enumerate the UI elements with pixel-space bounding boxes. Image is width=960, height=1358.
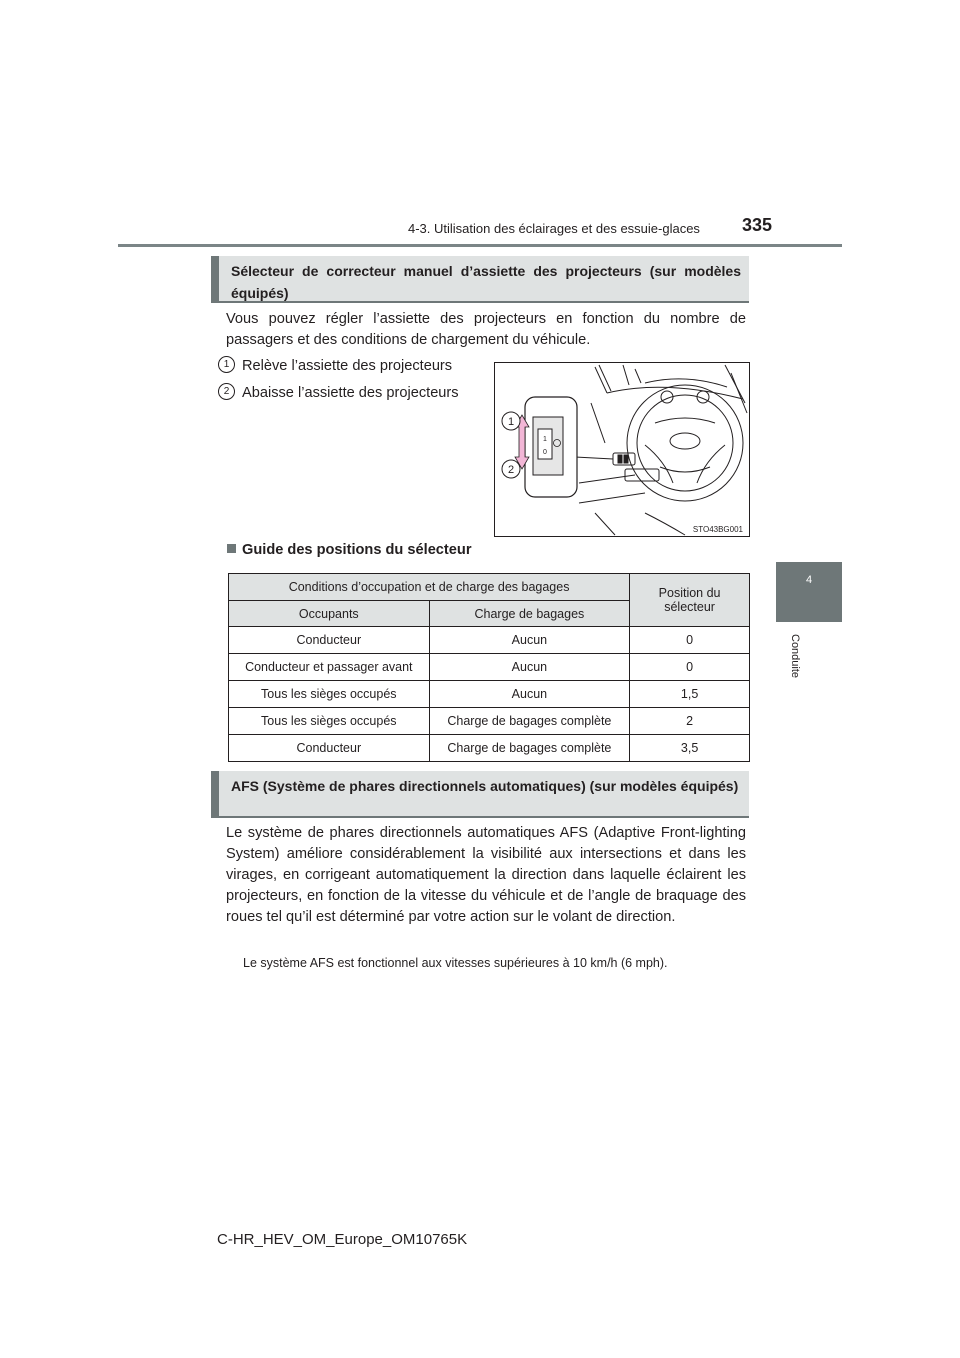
leveling-intro: Vous pouvez régler l’assiette des projecteurs en fonction du nombre de passagers et des conditions de chargement du véhicule. [226, 311, 746, 348]
item-text-1: Relève l’assiette des projecteurs [242, 358, 453, 374]
section-heading-leveling: Sélecteur de correcteur manuel d’assiette des projecteurs (sur modèles équipés) [211, 256, 749, 303]
table-row [229, 627, 750, 654]
table-cell: 1,5 [630, 681, 750, 708]
table-position-header: Position du sélecteur [630, 574, 750, 627]
table-cell: Conducteur et passager avant [229, 654, 430, 681]
switch-mark-down: 0 [543, 449, 547, 456]
chapter-label-text: Conduite [789, 634, 801, 679]
table-row [229, 735, 750, 762]
table-cell: Charge de bagages complète [429, 735, 630, 762]
square-bullet-icon [227, 544, 236, 553]
dashboard-illustration [494, 362, 750, 537]
switch-mark-up: 1 [543, 436, 547, 443]
table-cell: 0 [630, 627, 750, 654]
table-cell: 0 [630, 654, 750, 681]
table-cell: Charge de bagages complète [429, 708, 630, 735]
running-header-title: 4-3. Utilisation des éclairages et des essuie-glaces [408, 221, 700, 236]
callout-1: 1 [507, 416, 515, 428]
table-row [229, 681, 750, 708]
afs-note: Le système AFS est fonctionnel aux vitesses supérieures à 10 km/h (6 mph). [243, 956, 668, 970]
guide-heading [227, 542, 472, 558]
table-cell: 3,5 [630, 735, 750, 762]
table-row [229, 654, 750, 681]
table-cell: 2 [630, 708, 750, 735]
guide-heading-text: Guide des positions du sélecteur [242, 542, 472, 558]
item-number-2: 2 [218, 383, 235, 400]
dashboard-drawing [495, 363, 749, 536]
table-cell: Tous les sièges occupés [229, 708, 430, 735]
item-text-2: Abaisse l’assiette des projecteurs [242, 385, 459, 401]
table-cell: Tous les sièges occupés [229, 681, 430, 708]
table-header-row [229, 574, 750, 601]
header-rule [118, 244, 842, 247]
page-number: 335 [742, 215, 773, 235]
table-cell: Conducteur [229, 735, 430, 762]
selector-position-table [228, 573, 750, 762]
section-heading-afs: AFS (Système de phares directionnels automatiques) (sur modèles équipés) [211, 771, 749, 818]
item-number-1: 1 [218, 356, 235, 373]
chapter-label [773, 630, 817, 680]
afs-body: Le système de phares directionnels automatiques AFS (Adaptive Front-lighting System) améliore considérablement la visibilité aux intersections et dans les virages, en corrigeant automatiquement la direction dans laquelle éclairent les projecteurs, en fonction de la vitesse du véhicule et de l’angle de braquage des roues tel qu’il est déterminé par votre action sur le volant de direction. [226, 825, 746, 925]
table-group-header: Conditions d’occupation et de charge des bagages [229, 574, 630, 601]
table-cell: Aucun [429, 681, 630, 708]
table-cell: Conducteur [229, 627, 430, 654]
figure-code: STO43BG001 [692, 525, 743, 534]
table-cell: Aucun [429, 654, 630, 681]
table-row [229, 708, 750, 735]
table-subheader-occupants: Occupants [229, 601, 430, 627]
chapter-number: 4 [805, 574, 813, 586]
chapter-tab [776, 562, 842, 622]
table-subheader-luggage: Charge de bagages [429, 601, 630, 627]
table-cell: Aucun [429, 627, 630, 654]
callout-2: 2 [507, 464, 515, 476]
document-id: C-HR_HEV_OM_Europe_OM10765K [217, 1231, 468, 1248]
